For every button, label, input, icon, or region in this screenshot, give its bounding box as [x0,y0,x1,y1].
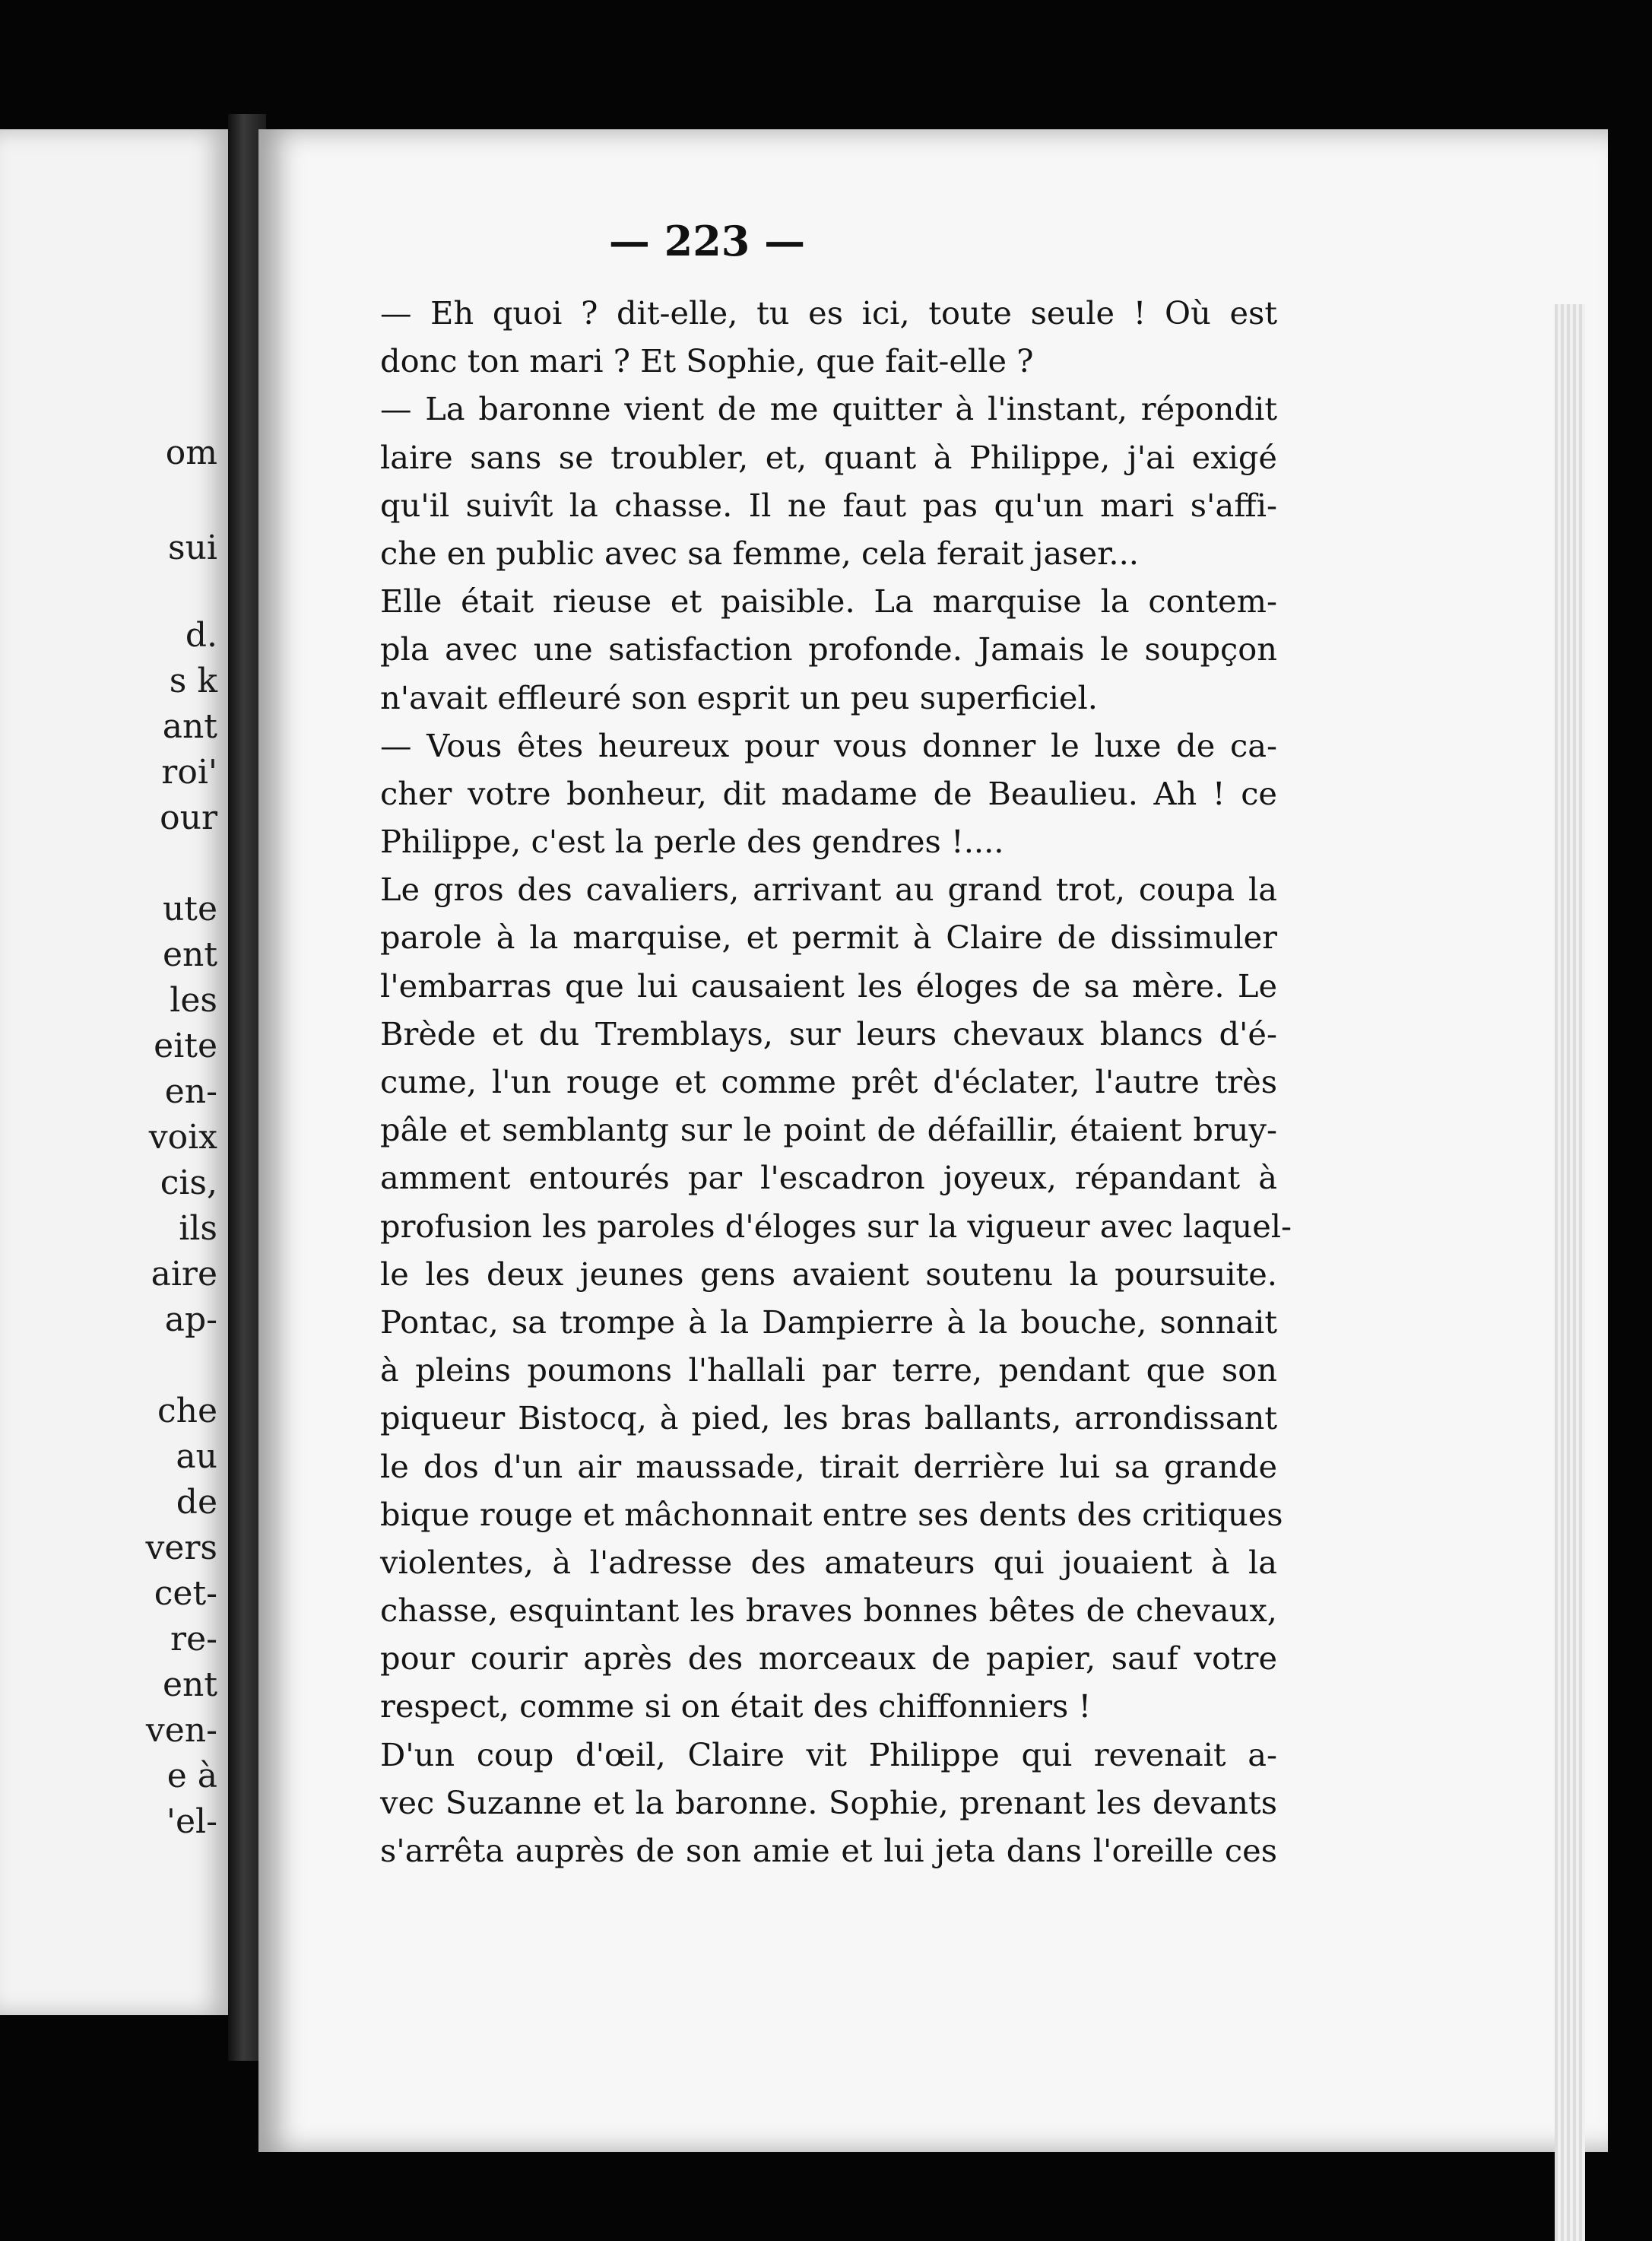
left-fragment: voix [148,1118,217,1157]
text-line: pâle et semblantg sur le point de défaillir, étaient bruy- [380,1111,1277,1149]
left-fragment: d. [185,616,217,655]
text-line: che en public avec sa femme, cela ferait jaser... [380,534,1139,572]
text-line: — Eh quoi ? dit-elle, tu es ici, toute seule ! Où est [380,294,1277,332]
text-line: piqueur Bistocq, à pied, les bras ballants, arrondissant [380,1399,1277,1437]
left-fragment: ven- [145,1711,217,1750]
text-line: parole à la marquise, et permit à Claire de dissimuler [380,919,1277,957]
text-line: cume, l'un rouge et comme prêt d'éclater, l'autre très [380,1063,1277,1100]
left-fragment: sui [168,529,217,567]
text-line: bique rouge et mâchonnait entre ses dents des critiques [380,1495,1283,1533]
left-fragment: en- [164,1072,217,1111]
left-fragment: cet- [154,1574,217,1613]
text-line: vec Suzanne et la baronne. Sophie, prenant les devants [380,1783,1277,1821]
left-fragment: 'el- [166,1802,217,1841]
text-line: pour courir après des morceaux de papier, sauf votre [380,1639,1277,1678]
text-line: Brède et du Tremblays, sur leurs chevaux blancs d'é- [380,1014,1277,1052]
left-fragment: re- [170,1620,217,1659]
left-fragment: our [160,798,217,837]
left-fragment: de [176,1483,217,1522]
text-line: qu'il suivît la chasse. Il ne faut pas qu'un mari s'affi- [380,486,1277,524]
left-fragment: che [157,1392,217,1430]
left-fragment: ent [162,1665,217,1704]
page-body-text [380,289,1292,1962]
left-fragment: eite [154,1027,217,1065]
text-line: respect, comme si on était des chiffonniers ! [380,1687,1092,1725]
left-fragment: ute [162,890,217,928]
text-line: chasse, esquintant les braves bonnes bêtes de chevaux, [380,1592,1277,1630]
text-line: Le gros des cavaliers, arrivant au grand trot, coupa la [380,871,1277,909]
text-line: le dos d'un air maussade, tirait derrière lui sa grande [380,1447,1277,1485]
left-fragment: vers [145,1528,217,1567]
text-line: violentes, à l'adresse des amateurs qui jouaient à la [380,1543,1277,1581]
text-line: laire sans se troubler, et, quant à Philippe, j'ai exigé [380,438,1277,476]
left-fragment: e à [166,1757,217,1795]
left-fragment: ant [162,707,217,746]
left-fragment: aire [151,1255,217,1293]
left-fragment: ap- [164,1300,217,1339]
text-line: amment entourés par l'escadron joyeux, répandant à [380,1159,1277,1197]
text-line: Philippe, c'est la perle des gendres !.... [380,823,1004,861]
text-line: Elle était rieuse et paisible. La marquise la contem- [380,582,1277,621]
text-line: cher votre bonheur, dit madame de Beaulieu. Ah ! ce [380,774,1277,812]
left-fragment: ils [179,1209,217,1248]
left-facing-page [0,129,228,2015]
page-number: — 223 — [608,217,806,265]
text-line: — Vous êtes heureux pour vous donner le luxe de ca- [380,726,1277,764]
left-fragment: ent [162,935,217,974]
left-fragment: cis, [160,1163,217,1202]
text-line: profusion les paroles d'éloges sur la vigueur avec laquel- [380,1207,1292,1245]
text-line: le les deux jeunes gens avaient soutenu la poursuite. [380,1255,1277,1293]
text-line: — La baronne vient de me quitter à l'instant, répondit [380,390,1277,428]
text-line: D'un coup d'œil, Claire vit Philippe qui revenait a- [380,1735,1277,1773]
text-line: l'embarras que lui causaient les éloges de sa mère. Le [380,967,1277,1005]
page-edges [1555,304,1585,2241]
text-line: s'arrêta auprès de son amie et lui jeta dans l'oreille ces [380,1832,1277,1869]
text-line: donc ton mari ? Et Sophie, que fait-elle ? [380,342,1034,380]
left-fragment: roi' [161,753,217,792]
left-fragment: au [176,1437,217,1476]
text-line: à pleins poumons l'hallali par terre, pendant que son [380,1351,1277,1389]
left-fragment: les [170,981,217,1020]
left-fragment: om [165,433,217,472]
text-line: n'avait effleuré son esprit un peu superficiel. [380,678,1098,716]
text-line: pla avec une satisfaction profonde. Jamais le soupçon [380,630,1277,668]
text-line: Pontac, sa trompe à la Dampierre à la bouche, sonnait [380,1303,1277,1341]
left-fragment: s k [169,662,217,700]
left-page-text-fragments [0,129,228,2015]
